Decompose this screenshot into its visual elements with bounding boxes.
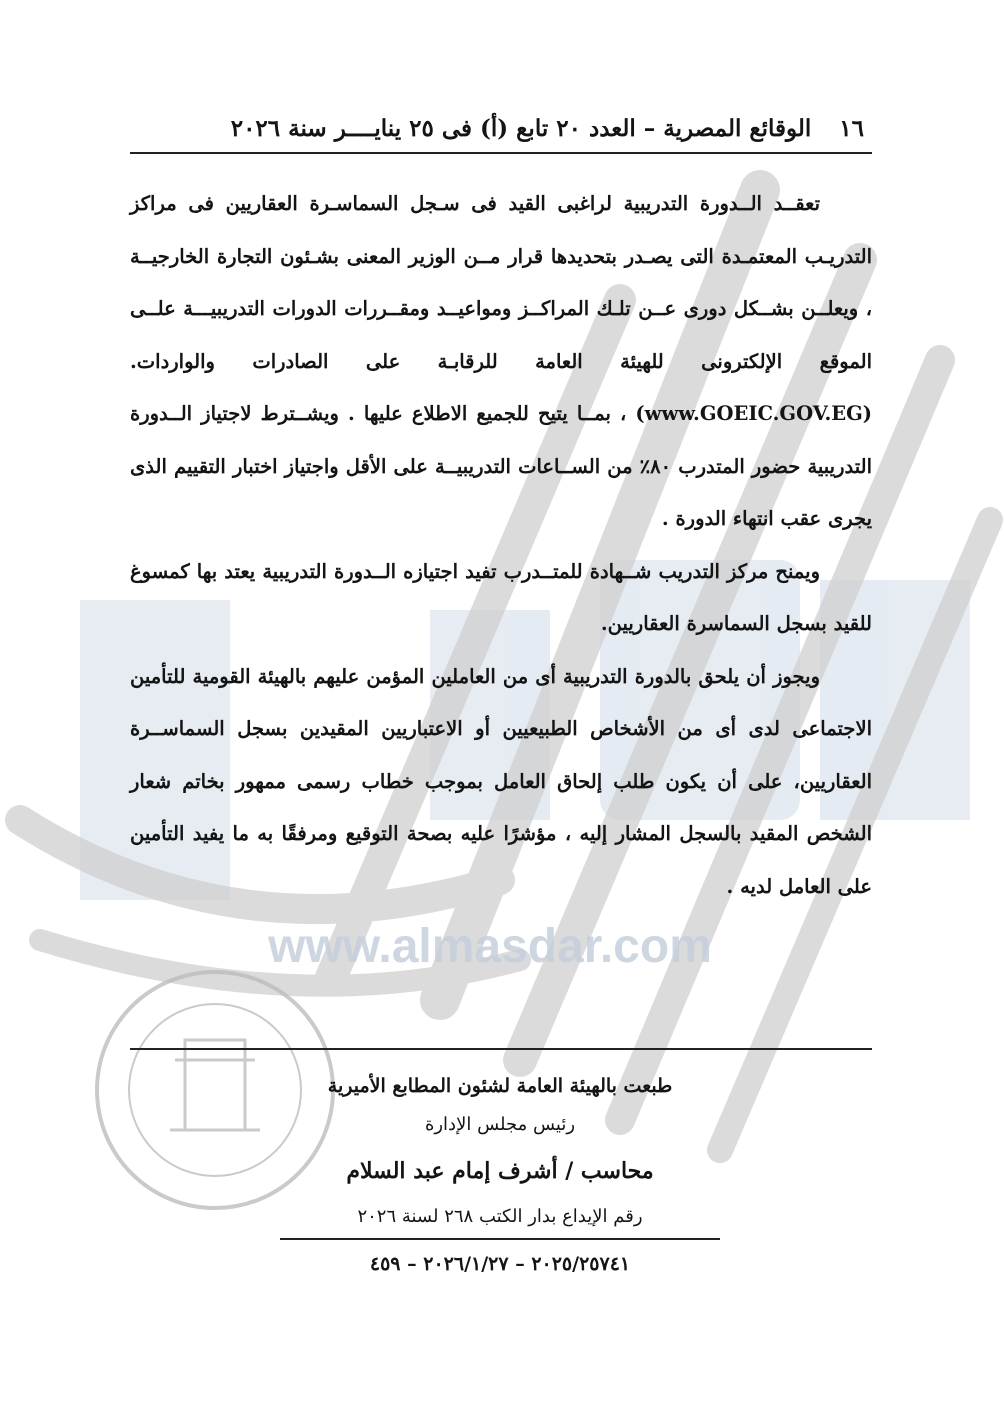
document-body	[130, 178, 872, 913]
deposit-number: رقم الإيداع بدار الكتب ٢٦٨ لسنة ٢٠٢٦	[357, 1206, 643, 1227]
svg-text:www.almasdar.com: www.almasdar.com	[268, 920, 712, 973]
chairman-name: محاسب / أشرف إمام عبد السلام	[346, 1158, 654, 1184]
page-header	[130, 108, 872, 154]
footer-divider	[130, 1048, 872, 1050]
page-number: ١٦	[839, 114, 864, 142]
paragraph-certificate: ويمنح مركز التدريب شــهادة للمتــدرب تفيد اجتيازه الــدورة التدريبية يعتد بها كمسوغ للقيد بسجل السماسرة العقاريين.	[130, 559, 872, 635]
imprint-divider	[280, 1238, 720, 1240]
paragraph-employee-enrollment: ويجوز أن يلحق بالدورة التدريبية أى من العاملين المؤمن عليهم بالهيئة القومية للتأمين الاجتماعى لدى أى من الأشخاص الطبيعيين أو الاعتباريين المقيدين بسجل السماســرة العقاريين، على أن يكون طلب إلحاق العامل بموجب خطاب رسمى ممهور بخاتم شعار الشخص المقيد بالسجل المشار إليه ، مؤشرًا عليه بصحة التوقيع ومرفقًا به ما يفيد التأمين على العامل لديه .	[130, 664, 872, 898]
chairman-title: رئيس مجلس الإدارة	[424, 1114, 576, 1135]
serial-number: ٢٠٢٥/٢٥٧٤١ – ٢٠٢٦/١/٢٧ – ٤٥٩	[369, 1253, 631, 1275]
paragraph-training-course: تعقــد الــدورة التدريبية لراغبى القيد فى سـجل السماسـرة العقاريين فى مراكز التدريـب المعتمـدة التى يصـدر بتحديدها قرار مــن الوزير المعنى بشـئون التجارة الخارجيــة ، ويعلــن بشــكل دورى عــن تلـك المراكــز ومواعيــد ومقــررات الدورات التدريبيـــة علــى الموقع الإلكترونى للهيئة العامة للرقابـة على الصادرات والواردات. (www.GOEIC.GOV.EG) ، بمــا يتيح للجميع الاطلاع عليها . ويشــترط لاجتياز الــدورة التدريبية حضور المتدرب ٨٠٪ من الســاعات التدريبيــة على الأقل واجتياز اختبار التقييم الذى يجرى عقب انتهاء الدورة .	[130, 192, 872, 530]
printer-imprint	[280, 1066, 720, 1282]
gazette-title: الوقائع المصرية – العدد ٢٠ تابع (أ) فى ٢٥ ينايــــر سنة ٢٠٢٦	[230, 114, 812, 142]
printer-name: طبعت بالهيئة العامة لشئون المطابع الأميرية	[327, 1075, 673, 1097]
